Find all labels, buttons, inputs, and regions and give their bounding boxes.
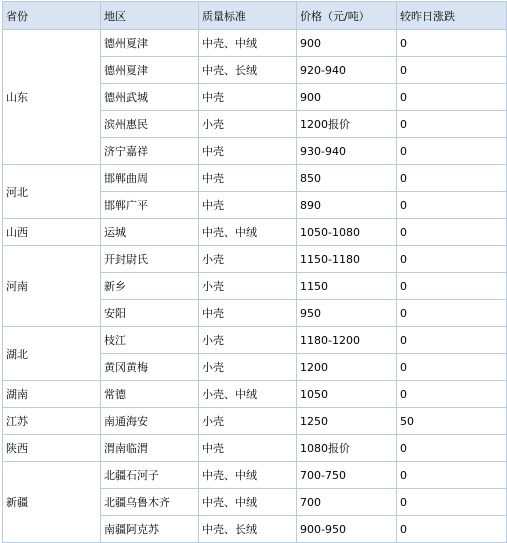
- change-cell: 50: [397, 408, 507, 435]
- table-row: [3, 408, 507, 435]
- change-cell: 0: [397, 489, 507, 516]
- price-cell: 850: [297, 165, 397, 192]
- price-cell: 900: [297, 30, 397, 57]
- grade-cell: 中壳: [199, 435, 297, 462]
- grade-cell: 小壳: [199, 246, 297, 273]
- price-cell: 1080报价: [297, 435, 397, 462]
- price-cell: 1200报价: [297, 111, 397, 138]
- grade-cell: 小壳: [199, 408, 297, 435]
- price-cell: 900-950: [297, 516, 397, 543]
- change-cell: 0: [397, 165, 507, 192]
- change-cell: 0: [397, 273, 507, 300]
- grade-cell: 中壳: [199, 84, 297, 111]
- area-cell: 邯郸曲周: [101, 165, 199, 192]
- province-cell: 湖南: [3, 381, 101, 408]
- table-row: [3, 462, 507, 489]
- price-cell: 700: [297, 489, 397, 516]
- area-cell: 渭南临渭: [101, 435, 199, 462]
- area-cell: 南通海安: [101, 408, 199, 435]
- price-cell: 920-940: [297, 57, 397, 84]
- price-table: [2, 1, 507, 543]
- price-cell: 950: [297, 300, 397, 327]
- area-cell: 北疆乌鲁木齐: [101, 489, 199, 516]
- province-cell: 山东: [3, 30, 101, 165]
- area-cell: 南疆阿克苏: [101, 516, 199, 543]
- area-cell: 新乡: [101, 273, 199, 300]
- area-cell: 开封尉氏: [101, 246, 199, 273]
- province-cell: 陕西: [3, 435, 101, 462]
- change-cell: 0: [397, 111, 507, 138]
- province-cell: 山西: [3, 219, 101, 246]
- area-cell: 滨州惠民: [101, 111, 199, 138]
- price-cell: 900: [297, 84, 397, 111]
- grade-cell: 中壳、长绒: [199, 516, 297, 543]
- change-cell: 0: [397, 30, 507, 57]
- area-cell: 运城: [101, 219, 199, 246]
- change-cell: 0: [397, 327, 507, 354]
- header-province: 省份: [3, 2, 101, 30]
- change-cell: 0: [397, 435, 507, 462]
- change-cell: 0: [397, 381, 507, 408]
- change-cell: 0: [397, 192, 507, 219]
- table-row: [3, 435, 507, 462]
- price-cell: 1150-1180: [297, 246, 397, 273]
- grade-cell: 小壳: [199, 327, 297, 354]
- price-cell: 1200: [297, 354, 397, 381]
- area-cell: 枝江: [101, 327, 199, 354]
- province-cell: 河南: [3, 246, 101, 327]
- price-cell: 890: [297, 192, 397, 219]
- grade-cell: 中壳: [199, 165, 297, 192]
- province-cell: 江苏: [3, 408, 101, 435]
- area-cell: 邯郸广平: [101, 192, 199, 219]
- grade-cell: 中壳、中绒: [199, 462, 297, 489]
- area-cell: 济宁嘉祥: [101, 138, 199, 165]
- grade-cell: 中壳、中绒: [199, 30, 297, 57]
- grade-cell: 小壳: [199, 273, 297, 300]
- grade-cell: 中壳: [199, 192, 297, 219]
- area-cell: 德州夏津: [101, 30, 199, 57]
- table-row: [3, 381, 507, 408]
- table-body: [3, 30, 507, 543]
- table-row: [3, 327, 507, 354]
- area-cell: 德州武城: [101, 84, 199, 111]
- header-price: 价格（元/吨）: [297, 2, 397, 30]
- header-grade: 质量标准: [199, 2, 297, 30]
- table-row: [3, 165, 507, 192]
- change-cell: 0: [397, 138, 507, 165]
- province-cell: 河北: [3, 165, 101, 219]
- change-cell: 0: [397, 57, 507, 84]
- grade-cell: 中壳: [199, 138, 297, 165]
- price-cell: 1150: [297, 273, 397, 300]
- price-cell: 1250: [297, 408, 397, 435]
- grade-cell: 中壳、中绒: [199, 219, 297, 246]
- grade-cell: 小壳、中绒: [199, 381, 297, 408]
- change-cell: 0: [397, 516, 507, 543]
- grade-cell: 中壳、中绒: [199, 489, 297, 516]
- change-cell: 0: [397, 462, 507, 489]
- change-cell: 0: [397, 300, 507, 327]
- change-cell: 0: [397, 246, 507, 273]
- price-cell: 700-750: [297, 462, 397, 489]
- table-row: [3, 219, 507, 246]
- price-cell: 1180-1200: [297, 327, 397, 354]
- area-cell: 常德: [101, 381, 199, 408]
- header-change: 较昨日涨跌: [397, 2, 507, 30]
- header-area: 地区: [101, 2, 199, 30]
- price-cell: 1050-1080: [297, 219, 397, 246]
- grade-cell: 中壳、长绒: [199, 57, 297, 84]
- province-cell: 湖北: [3, 327, 101, 381]
- change-cell: 0: [397, 219, 507, 246]
- province-cell: 新疆: [3, 462, 101, 543]
- grade-cell: 小壳: [199, 354, 297, 381]
- table-header-row: [3, 2, 507, 30]
- table-row: [3, 246, 507, 273]
- area-cell: 北疆石河子: [101, 462, 199, 489]
- grade-cell: 小壳: [199, 111, 297, 138]
- price-cell: 1050: [297, 381, 397, 408]
- table-row: [3, 30, 507, 57]
- change-cell: 0: [397, 84, 507, 111]
- area-cell: 德州夏津: [101, 57, 199, 84]
- change-cell: 0: [397, 354, 507, 381]
- price-cell: 930-940: [297, 138, 397, 165]
- grade-cell: 中壳: [199, 300, 297, 327]
- area-cell: 安阳: [101, 300, 199, 327]
- area-cell: 黄冈黄梅: [101, 354, 199, 381]
